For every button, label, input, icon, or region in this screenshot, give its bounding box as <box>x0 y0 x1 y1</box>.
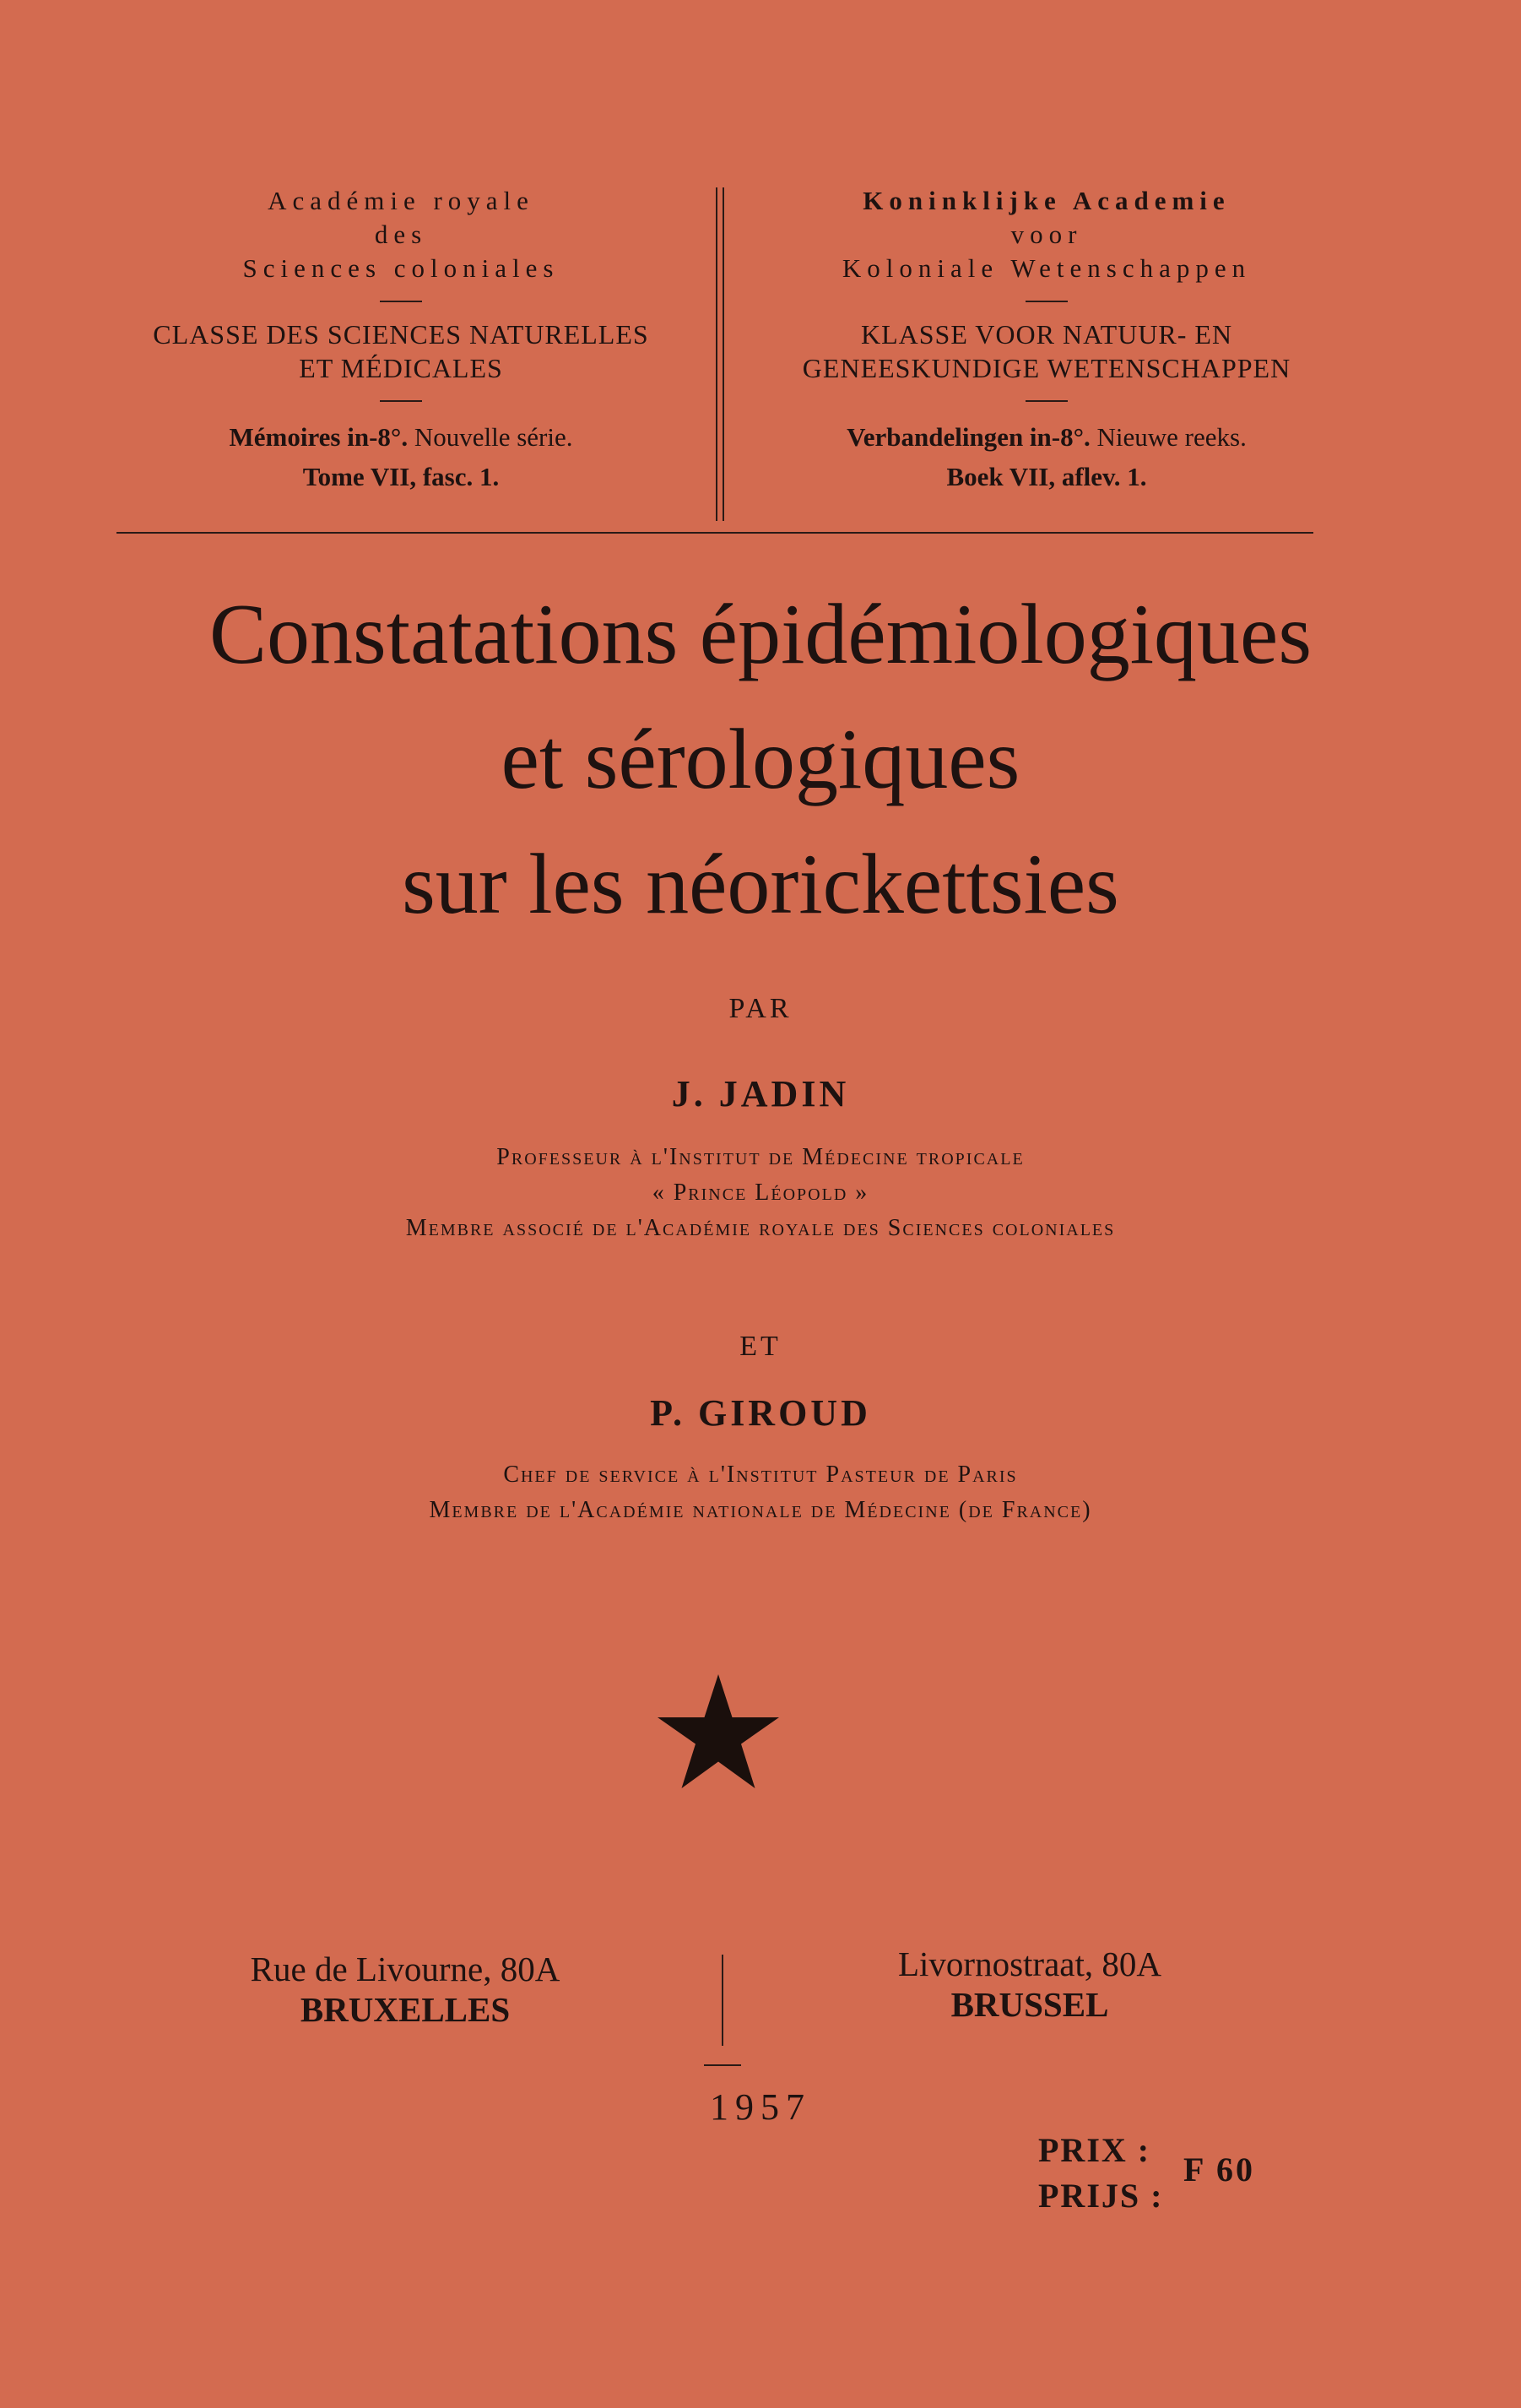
divider-dash <box>1026 301 1068 302</box>
volume-fr <box>97 457 705 496</box>
author-2-affil-line2: Membre de l'Académie nationale de Médecine (de France) <box>429 1497 1092 1523</box>
address-nl <box>844 1944 1215 2025</box>
academy-name-nl-line2: voor <box>1010 220 1083 249</box>
price-label-nl: PRIJS : <box>1038 2177 1164 2215</box>
divider-dash <box>380 301 422 302</box>
publication-year: 1957 <box>710 2086 811 2128</box>
series-fr <box>97 417 705 457</box>
series-nl <box>743 417 1350 457</box>
address-fr <box>194 1949 616 2030</box>
address-fr-city: BRUXELLES <box>300 1990 511 2029</box>
series-fr-bold: Mémoires in-8°. <box>229 422 409 452</box>
class-name-nl-line2: GENEESKUNDIGE WETENSCHAPPEN <box>802 353 1291 383</box>
class-name-nl-line1: KLASSE VOOR NATUUR- EN <box>860 319 1233 350</box>
star-icon <box>655 1672 782 1793</box>
volume-fr-text: Tome VII, fasc. 1. <box>302 462 500 491</box>
volume-nl-text: Boek VII, aflev. 1. <box>946 462 1147 491</box>
header-right-column <box>743 184 1350 496</box>
author-1-affil-line2: « Prince Léopold » <box>652 1180 869 1206</box>
volume-nl <box>743 457 1350 496</box>
title-line3: sur les néorickettsies <box>402 837 1119 932</box>
class-name-fr-line1: CLASSE DES SCIENCES NATURELLES <box>153 319 649 350</box>
divider-dash <box>704 2064 741 2066</box>
and-label: ET <box>739 1331 782 1362</box>
author-1-affil-line1: Professeur à l'Institut de Médecine tropicale <box>496 1144 1025 1170</box>
vertical-rule <box>716 187 717 521</box>
header-left-column <box>97 184 705 496</box>
series-nl-bold: Verbandelingen in-8°. <box>847 422 1091 452</box>
vertical-rule <box>723 187 724 521</box>
author-2-name: P. GIROUD <box>650 1392 871 1434</box>
author-1-affil-line3: Membre associé de l'Académie royale des Sciences coloniales <box>405 1215 1116 1241</box>
address-fr-street: Rue de Livourne, 80A <box>250 1950 560 1988</box>
address-nl-city: BRUSSEL <box>950 1985 1109 2024</box>
academy-name-nl-line1: Koninklijke Academie <box>863 186 1231 215</box>
price-labels <box>1038 2128 1163 2219</box>
academy-name-fr-line1: Académie royale <box>268 186 534 215</box>
author-1-name: J. JADIN <box>671 1073 850 1115</box>
author-2-affil-line1: Chef de service à l'Institut Pasteur de Paris <box>503 1462 1018 1488</box>
address-nl-street: Livornostraat, 80A <box>898 1944 1161 1983</box>
class-name-fr-line2: ET MÉDICALES <box>299 353 503 383</box>
horizontal-rule <box>116 532 1313 534</box>
academy-name-nl-line3: Koloniale Wetenschappen <box>842 253 1252 283</box>
author-2-affiliation <box>0 1457 1521 1528</box>
divider-dash <box>380 400 422 402</box>
title-line2: et sérologiques <box>501 712 1020 807</box>
title-line1: Constatations épidémiologiques <box>208 587 1313 682</box>
divider-dash <box>1026 400 1068 402</box>
series-fr-rest: Nouvelle série. <box>414 422 573 452</box>
academy-name-fr-line3: Sciences coloniales <box>242 253 560 283</box>
vertical-rule <box>722 1955 723 2046</box>
academy-name-fr-line2: des <box>374 220 428 249</box>
by-label: PAR <box>728 993 793 1024</box>
price-label-fr: PRIX : <box>1038 2131 1151 2169</box>
price-value: F 60 <box>1183 2150 1255 2188</box>
series-nl-rest: Nieuwe reeks. <box>1096 422 1247 452</box>
author-1-affiliation <box>0 1140 1521 1246</box>
page-title <box>0 572 1521 947</box>
